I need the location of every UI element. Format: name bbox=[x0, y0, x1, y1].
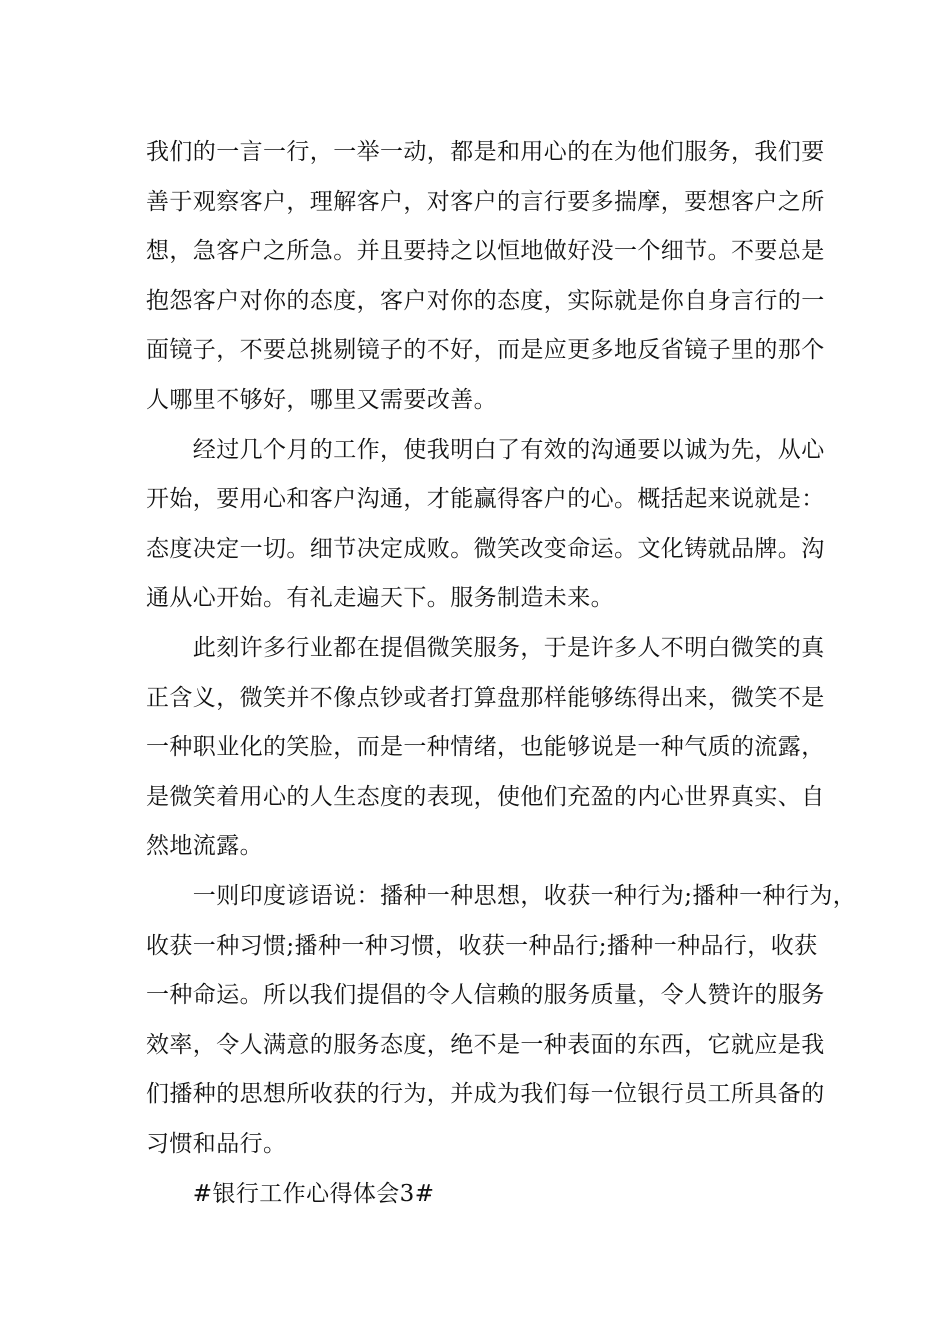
text-line: 一种职业化的笑脸，而是一种情绪，也能够说是一种气质的流露， bbox=[146, 734, 825, 760]
text-line: 人哪里不够好，哪里又需要改善。 bbox=[146, 387, 497, 413]
text-line: 收获一种习惯;播种一种习惯，收获一种品行;播种一种品行，收获 bbox=[146, 933, 818, 959]
section-heading: #银行工作心得体会3# bbox=[146, 1181, 435, 1207]
text-line: 正含义，微笑并不像点钞或者打算盘那样能够练得出来，微笑不是 bbox=[146, 685, 825, 711]
text-line: 一则印度谚语说：播种一种思想，收获一种行为;播种一种行为， bbox=[146, 883, 857, 909]
text-line: 通从心开始。有礼走遍天下。服务制造未来。 bbox=[146, 585, 614, 611]
text-line: 习惯和品行。 bbox=[146, 1131, 287, 1157]
text-line: 是微笑着用心的人生态度的表现，使他们充盈的内心世界真实、自 bbox=[146, 784, 825, 810]
text-line: 善于观察客户，理解客户，对客户的言行要多揣摩，要想客户之所 bbox=[146, 189, 825, 215]
text-line: 态度决定一切。细节决定成败。微笑改变命运。文化铸就品牌。沟 bbox=[146, 536, 825, 562]
text-line: 抱怨客户对你的态度，客户对你的态度，实际就是你自身言行的一 bbox=[146, 288, 825, 314]
text-line: 们播种的思想所收获的行为，并成为我们每一位银行员工所具备的 bbox=[146, 1081, 825, 1107]
text-line: 效率，令人满意的服务态度，绝不是一种表面的东西，它就应是我 bbox=[146, 1032, 825, 1058]
text-line: 经过几个月的工作，使我明白了有效的沟通要以诚为先，从心 bbox=[146, 437, 825, 463]
text-line: 此刻许多行业都在提倡微笑服务，于是许多人不明白微笑的真 bbox=[146, 635, 825, 661]
text-line: 面镜子，不要总挑剔镜子的不好，而是应更多地反省镜子里的那个 bbox=[146, 337, 825, 363]
text-line: 想，急客户之所急。并且要持之以恒地做好没一个细节。不要总是 bbox=[146, 238, 825, 264]
text-line: 开始，要用心和客户沟通，才能赢得客户的心。概括起来说就是： bbox=[146, 486, 825, 512]
text-line: 一种命运。所以我们提倡的令人信赖的服务质量，令人赞许的服务 bbox=[146, 982, 825, 1008]
text-line: 然地流露。 bbox=[146, 833, 263, 859]
text-line: 我们的一言一行，一举一动，都是和用心的在为他们服务，我们要 bbox=[146, 139, 825, 165]
